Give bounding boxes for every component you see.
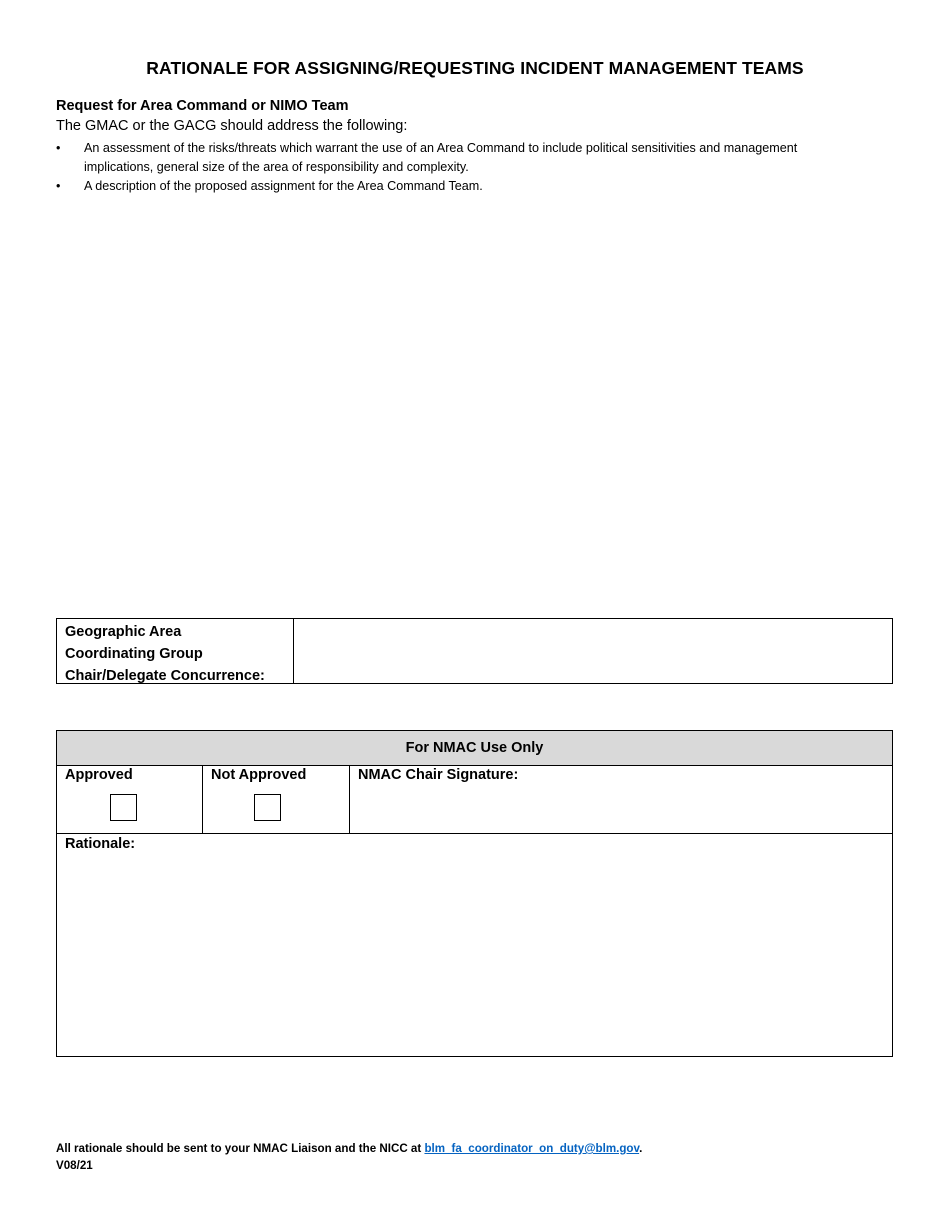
list-item bbox=[56, 139, 836, 177]
footer-period: . bbox=[639, 1142, 643, 1155]
email-link[interactable]: blm_fa_coordinator_on_duty@blm.gov bbox=[424, 1142, 640, 1155]
concurrence-table bbox=[56, 618, 893, 684]
concurrence-label-line: Chair/Delegate Concurrence: bbox=[65, 668, 265, 684]
nmac-use-table bbox=[56, 730, 893, 1057]
intro-text: The GMAC or the GACG should address the following: bbox=[56, 118, 408, 134]
footer-note bbox=[56, 1140, 642, 1157]
section-subheading: Request for Area Command or NIMO Team bbox=[56, 98, 349, 114]
concurrence-label bbox=[57, 619, 294, 683]
concurrence-label-line: Coordinating Group bbox=[65, 646, 203, 662]
approved-label: Approved bbox=[65, 767, 133, 783]
document-title: RATIONALE FOR ASSIGNING/REQUESTING INCIDENT MANAGEMENT TEAMS bbox=[146, 58, 804, 78]
approved-checkbox[interactable] bbox=[110, 794, 137, 821]
list-item bbox=[56, 177, 836, 196]
approved-cell bbox=[57, 766, 203, 833]
version-label: V08/21 bbox=[56, 1159, 93, 1172]
bullet-icon: • bbox=[56, 141, 61, 155]
approval-row bbox=[57, 766, 892, 834]
instruction-list bbox=[56, 139, 836, 196]
nmac-header: For NMAC Use Only bbox=[57, 731, 892, 766]
footer bbox=[56, 1140, 642, 1174]
not-approved-checkbox[interactable] bbox=[254, 794, 281, 821]
not-approved-cell bbox=[203, 766, 350, 833]
concurrence-field[interactable] bbox=[294, 619, 892, 683]
rationale-field[interactable] bbox=[57, 834, 892, 852]
rationale-label: Rationale: bbox=[65, 836, 136, 852]
list-item-text: A description of the proposed assignment for the Area Command Team. bbox=[84, 179, 483, 193]
footer-text: All rationale should be sent to your NMAC Liaison and the NICC at bbox=[56, 1142, 425, 1155]
signature-field[interactable] bbox=[350, 766, 892, 833]
list-item-text: An assessment of the risks/threats which warrant the use of an Area Command to include political sensitivities and management implications, general size of the area of responsibility and complexity. bbox=[84, 141, 798, 174]
not-approved-label: Not Approved bbox=[211, 767, 307, 783]
concurrence-label-line: Geographic Area bbox=[65, 624, 182, 640]
bullet-icon: • bbox=[56, 179, 61, 193]
signature-label: NMAC Chair Signature: bbox=[358, 767, 519, 783]
